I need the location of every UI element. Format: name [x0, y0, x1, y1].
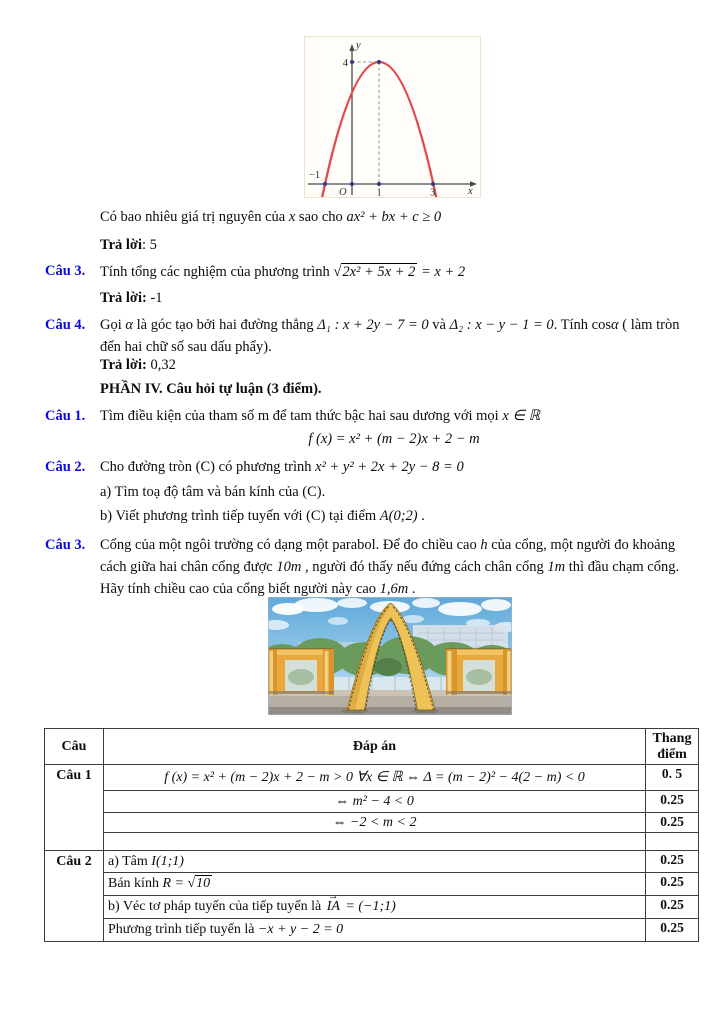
luan1-text: Tìm điều kiện của tham số m để tam thức bậc hai sau dương với mọi	[100, 408, 503, 424]
step-text: b) Véc tơ pháp tuyến của tiếp tuyến là	[108, 899, 325, 915]
question-text2: sao cho	[295, 209, 347, 225]
point-origin	[350, 182, 354, 186]
score-cell: 0.25	[646, 896, 699, 919]
empty-cell	[104, 833, 646, 851]
sqrt-symbol: √	[333, 264, 342, 280]
answer-table	[44, 728, 699, 942]
table-row	[45, 896, 699, 919]
math-x-in-R: x ∈ ℝ	[502, 408, 541, 424]
section-heading: PHẦN IV. Câu hỏi tự luận (3 điểm).	[100, 381, 322, 397]
cau2-step2	[104, 873, 646, 896]
x-tick-1: 1	[376, 187, 382, 197]
math-delta2: Δ₂ : x − y − 1 = 0	[449, 317, 554, 333]
parabola-graph	[305, 37, 480, 197]
step-text: Bán kính	[108, 876, 163, 892]
empty-cell	[646, 833, 699, 851]
sqrt-radicand: 2x² + 5x + 2	[342, 264, 416, 280]
score-cell: 0.25	[646, 851, 699, 873]
score-cell: 0.25	[646, 873, 699, 896]
step-text: a) Tâm	[108, 853, 152, 869]
answer-label: Trả lời:	[100, 290, 147, 306]
score-cell: 0.25	[646, 813, 699, 833]
cau4-text5: ( làm tròn	[618, 317, 680, 333]
step-math: I(1;1)	[151, 853, 184, 869]
luan3-l2-text2: , người đó thấy nếu đứng cách chân cổng	[301, 559, 548, 575]
luan1-row	[45, 408, 690, 425]
cau2-step3	[104, 896, 646, 919]
math-alpha: α	[125, 317, 133, 333]
luan2-b-post: .	[417, 508, 425, 524]
left-wall	[268, 648, 334, 695]
header-thang-diem: Thang điểm	[646, 729, 699, 765]
y-axis-arrow-icon	[349, 44, 354, 51]
luan3-l3-post: .	[408, 581, 416, 597]
math-alpha2: α	[611, 317, 619, 333]
math-10m: 10m	[276, 559, 302, 575]
y-axis-label: y	[356, 40, 361, 51]
table-header-row	[45, 729, 699, 765]
cau2-cell: Câu 2	[45, 851, 104, 942]
cau3-text: Tính tổng các nghiệm của phương trình	[100, 264, 334, 280]
luan3-label: Câu 3.	[45, 537, 86, 553]
right-wall	[446, 648, 512, 695]
sqrt-radicand: 10	[196, 876, 211, 892]
sqrt-expression	[333, 263, 417, 280]
point-0-4	[350, 60, 354, 64]
x-axis-label: x	[468, 186, 473, 197]
question-graph-line	[100, 209, 688, 226]
cau1-cell: Câu 1	[45, 765, 104, 851]
y-tick-4: 4	[342, 58, 348, 69]
answer-label: Trả lời:	[100, 357, 147, 373]
math-inequality: ax² + bx + c ≥ 0	[346, 209, 442, 225]
math-h: h	[480, 537, 488, 553]
luan3-row	[45, 537, 690, 554]
luan2-row	[45, 459, 690, 476]
table-row	[45, 851, 699, 873]
table-row	[45, 919, 699, 942]
cau4-row	[45, 317, 690, 334]
luan3-text-b: của cổng, một người đo khoảng	[487, 537, 676, 553]
point-1-0	[377, 182, 381, 186]
luan3-l2-text3: thì đầu chạm cổng.	[565, 559, 680, 575]
luan2-item-a: a) Tìm toạ độ tâm và bán kính của (C).	[100, 484, 326, 500]
luan3-text: Cổng của một ngôi trường có dạng một parabol. Để đo chiều cao	[100, 537, 481, 553]
cau3-label: Câu 3.	[45, 263, 86, 279]
luan3-l2-text: cách giữa hai chân cổng được	[100, 559, 277, 575]
answer-value: 0,32	[146, 357, 176, 373]
luan2-item-b	[100, 508, 688, 525]
cau2-step4	[104, 919, 646, 942]
table-row	[45, 765, 699, 791]
step-math: R =	[162, 876, 188, 892]
table-row	[45, 791, 699, 813]
cau4-answer	[100, 357, 688, 374]
cau3-row	[45, 263, 690, 281]
vector-IA: → IA	[325, 899, 342, 915]
math-1-6m: 1,6m	[379, 581, 409, 597]
table-row	[45, 873, 699, 896]
cau4-text3: và	[428, 317, 450, 333]
cau4-line2: đến hai chữ số sau dấu phẩy).	[100, 339, 272, 355]
luan3-l3-text: Hãy tính chiều cao của cổng biết người này cao	[100, 581, 380, 597]
math-1m: 1m	[547, 559, 566, 575]
sqrt-expression	[187, 875, 212, 891]
score-cell: 0.25	[646, 919, 699, 942]
cau1-step2: ⇔ m² − 4 < 0	[104, 791, 646, 813]
origin-label: O	[339, 187, 347, 197]
cau2-step1	[104, 851, 646, 873]
answer-label: Trả lời	[100, 237, 142, 253]
luan3-line2	[100, 559, 688, 576]
point-vertex-1-4	[377, 60, 381, 64]
gate-illustration	[268, 597, 512, 715]
header-cau: Câu	[45, 729, 104, 765]
luan1-formula: f (x) = x² + (m − 2)x + 2 − m	[308, 431, 480, 447]
table-row	[45, 813, 699, 833]
score-cell: 0. 5	[646, 765, 699, 791]
step-math: −x + y − 2 = 0	[257, 922, 344, 938]
score-cell: 0.25	[646, 791, 699, 813]
cau4-text: Gọi	[100, 317, 126, 333]
point-3-0	[431, 182, 435, 186]
math-x: x	[288, 209, 296, 225]
math-point-A: A(0;2)	[379, 508, 418, 524]
luan1-label: Câu 1.	[45, 408, 86, 424]
math-circle-eq: x² + y² + 2x + 2y − 8 = 0	[315, 459, 464, 475]
answer-value: : 5	[142, 237, 157, 253]
math-delta1: Δ₁ : x + 2y − 7 = 0	[317, 317, 429, 333]
table-row-empty	[45, 833, 699, 851]
question-text: Có bao nhiêu giá trị nguyên của	[100, 209, 289, 225]
school-gate-photo	[268, 597, 512, 715]
cau1-step1: f (x) = x² + (m − 2)x + 2 − m > 0 ∀x ∈ ℝ ⇔ Δ = (m − 2)² − 4(2 − m) < 0	[104, 765, 646, 791]
parabola-figure	[304, 36, 481, 198]
cau3-math-rhs: = x + 2	[417, 264, 466, 280]
cau4-text4: . Tính cos	[553, 317, 612, 333]
x-tick-3: 3	[430, 187, 436, 197]
cau4-label: Câu 4.	[45, 317, 86, 333]
step-text: Phương trình tiếp tuyến là	[108, 922, 258, 938]
cau4-text2: là góc tạo bởi hai đường thẳng	[133, 317, 318, 333]
luan3-line3	[100, 581, 688, 598]
step-math: = (−1;1)	[341, 899, 396, 915]
luan2-b-text: b) Viết phương trình tiếp tuyến với (C) tại điểm	[100, 508, 380, 524]
answer-value: -1	[146, 290, 163, 306]
luan2-text: Cho đường tròn (C) có phương trình	[100, 459, 316, 475]
point-minus1-0	[323, 182, 327, 186]
sqrt-symbol: √	[187, 876, 196, 892]
x-tick-minus1: −1	[309, 170, 321, 181]
answer-line-graph	[100, 237, 688, 254]
luan2-label: Câu 2.	[45, 459, 86, 475]
cau1-step3: ⇔ −2 < m < 2	[104, 813, 646, 833]
header-dap-an: Đáp án	[104, 729, 646, 765]
cau3-answer	[100, 290, 688, 307]
